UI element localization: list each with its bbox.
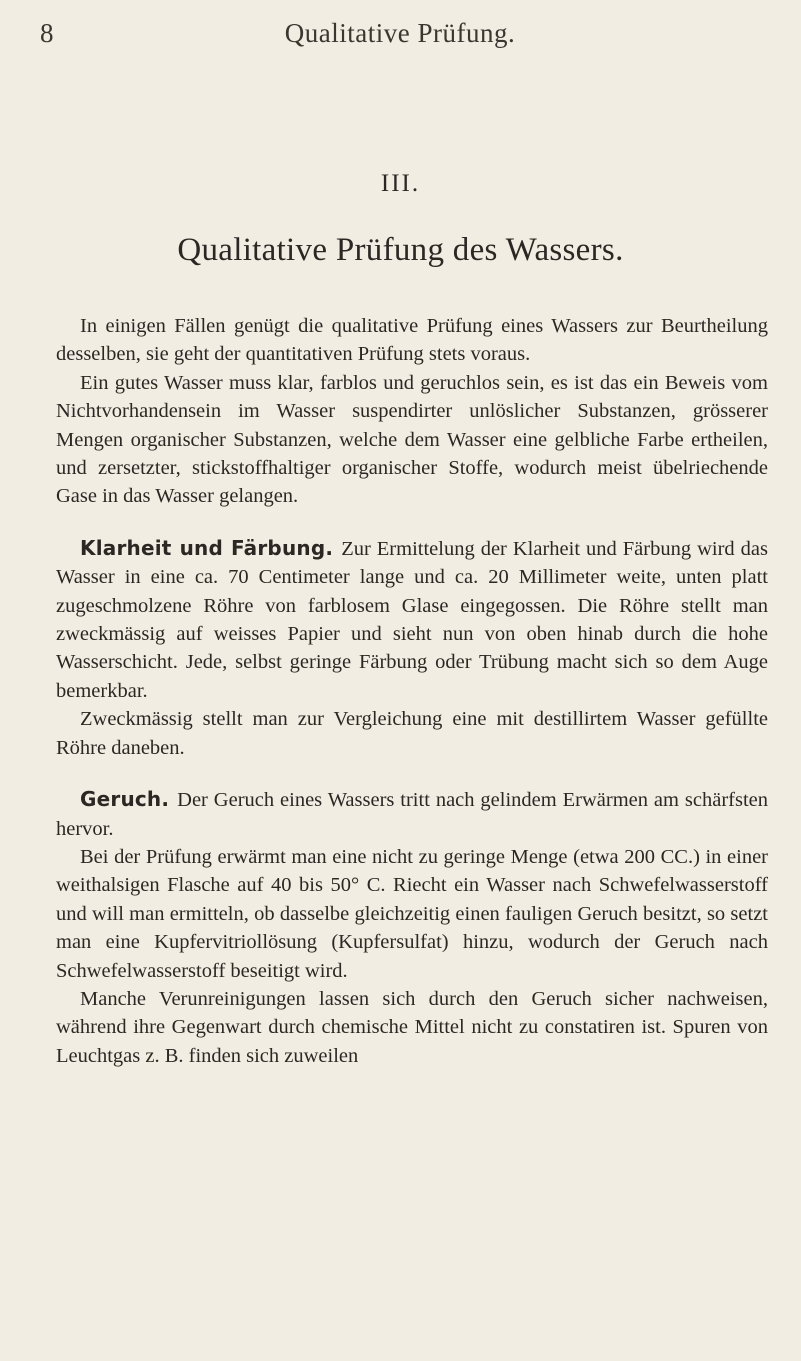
paragraph-text: In einigen Fällen genügt die qualitative Prüfung eines Wassers zur Beurtheilung desselben, sie geht der quantitativen Prüfung stets voraus.	[56, 315, 768, 366]
running-title: Qualitative Prüfung.	[284, 18, 516, 48]
paragraph-clarity	[56, 534, 768, 705]
paragraph-text: Manche Verunreinigungen lassen sich durch den Geruch sicher nachweisen, während ihre Gegenwart durch chemische Mittel nicht zu constatiren ist. Spuren von Leuchtgas z. B. finden sich zuweilen	[56, 987, 768, 1067]
paragraph-text: Zweckmässig stellt man zur Vergleichung eine mit destillirtem Wasser gefüllte Röhre daneben.	[56, 708, 768, 759]
paragraph-text: Ein gutes Wasser muss klar, farblos und geruchlos sein, es ist das ein Beweis vom Nichtvorhandensein im Wasser suspendirter unlöslicher Substanzen, grösserer Mengen organischer Substanzen, welche dem Wasser eine gelbliche Farbe ertheilen, und zersetzter, stickstoffhaltiger organischer Stoffe, wodurch meist übelriechende Gase in das Wasser gelangen.	[56, 371, 768, 508]
paragraph-text: Der Geruch eines Wassers tritt nach gelindem Erwärmen am schärfsten hervor.	[56, 789, 768, 840]
running-head	[40, 18, 760, 58]
chapter-number: III.	[380, 170, 421, 197]
paragraph-impurities	[56, 985, 768, 1070]
paragraph-text: Zur Ermittelung der Klarheit und Färbung wird das Wasser in eine ca. 70 Centimeter lange und ca. 20 Millimeter weite, unten platt zugeschmolzene Röhre von farblosem Glase eingegossen. Die Röhre stellt man zweckmässig auf weisses Papier und sieht nun von oben hinab durch die hohe Wasserschicht. Jede, selbst geringe Färbung oder Trübung macht sich so dem Auge bemerkbar.	[56, 537, 768, 702]
chapter-title: Qualitative Prüfung des Wassers.	[177, 232, 624, 268]
paragraph-smell	[56, 785, 768, 843]
paragraph-good-water	[56, 369, 768, 511]
body-text	[56, 312, 768, 1070]
paragraph-comparison	[56, 705, 768, 762]
paragraph-intro	[56, 312, 768, 369]
page-number: 8	[40, 18, 54, 48]
section-heading-clarity: Klarheit und Färbung.	[80, 535, 342, 560]
section-heading-smell: Geruch.	[80, 787, 178, 812]
paragraph-smell-test	[56, 843, 768, 985]
paragraph-text: Bei der Prüfung erwärmt man eine nicht zu geringe Menge (etwa 200 CC.) in einer weithalsigen Flasche auf 40 bis 50° C. Riecht ein Wasser nach Schwefelwasserstoff und will man ermitteln, ob dasselbe gleichzeitig einen fauligen Geruch besitzt, so setzt man eine Kupfervitriollösung (Kupfersulfat) hinzu, wodurch der Geruch nach Schwefelwasserstoff beseitigt wird.	[56, 845, 768, 982]
